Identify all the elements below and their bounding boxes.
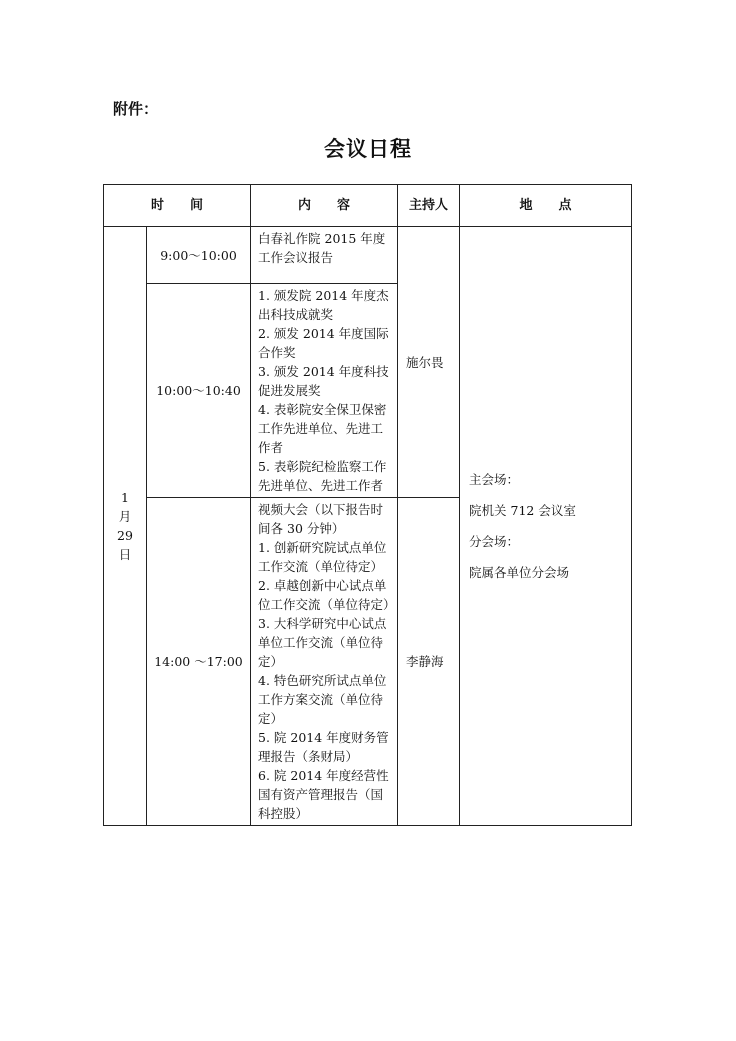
content-line: 2. 卓越创新中心试点单位工作交流（单位待定） xyxy=(258,578,396,612)
page-title: 会议日程 xyxy=(324,137,412,161)
schedule-table xyxy=(103,184,632,826)
header-host: 主持人 xyxy=(398,185,460,227)
location-cell xyxy=(460,227,632,826)
content-line: 4. 特色研究所试点单位工作方案交流（单位待定） xyxy=(258,673,387,726)
content-line: 5. 院 2014 年度财务管理报告（条财局） xyxy=(258,730,389,764)
date-part: 月 xyxy=(118,509,132,524)
content-line: 1. 颁发院 2014 年度杰出科技成就奖 xyxy=(258,288,389,322)
table-header-row xyxy=(104,185,632,227)
session-content xyxy=(251,227,398,284)
location-line: 主会场： xyxy=(469,472,520,487)
date-part: 日 xyxy=(118,547,132,562)
content-line: 5. 表彰院纪检监察工作先进单位、先进工作者 xyxy=(258,459,387,493)
header-time: 时 间 xyxy=(104,185,251,227)
header-content: 内 容 xyxy=(251,185,398,227)
session-time: 10:00～10:40 xyxy=(147,284,251,498)
session-content xyxy=(251,284,398,498)
location-line: 院属各单位分会场 xyxy=(469,565,570,580)
date-cell xyxy=(104,227,147,826)
date-part: 1 xyxy=(121,490,129,505)
content-line: 3. 颁发 2014 年度科技促进发展奖 xyxy=(258,364,389,398)
content-line: 2. 颁发 2014 年度国际合作奖 xyxy=(258,326,389,360)
attachment-label: 附件： xyxy=(113,100,159,118)
content-line: 白春礼作院 2015 年度工作会议报告 xyxy=(258,231,386,265)
content-line: 视频大会（以下报告时间各 30 分钟） xyxy=(258,502,384,536)
content-line: 4. 表彰院安全保卫保密工作先进单位、先进工作者 xyxy=(258,402,387,455)
host-cell: 施尔畏 xyxy=(398,227,460,498)
location-line: 分会场： xyxy=(469,534,520,549)
table-row xyxy=(104,227,632,284)
session-time: 14:00 ～17:00 xyxy=(147,498,251,826)
content-line: 6. 院 2014 年度经营性国有资产管理报告（国科控股） xyxy=(258,768,389,821)
session-content xyxy=(251,498,398,826)
content-line: 1. 创新研究院试点单位工作交流（单位待定） xyxy=(258,540,387,574)
host-cell: 李静海 xyxy=(398,498,460,826)
date-part: 29 xyxy=(117,528,133,543)
session-time: 9:00～10:00 xyxy=(147,227,251,284)
content-line: 3. 大科学研究中心试点单位工作交流（单位待定） xyxy=(258,616,387,669)
header-location: 地 点 xyxy=(460,185,632,227)
location-line: 院机关 712 会议室 xyxy=(469,503,576,518)
